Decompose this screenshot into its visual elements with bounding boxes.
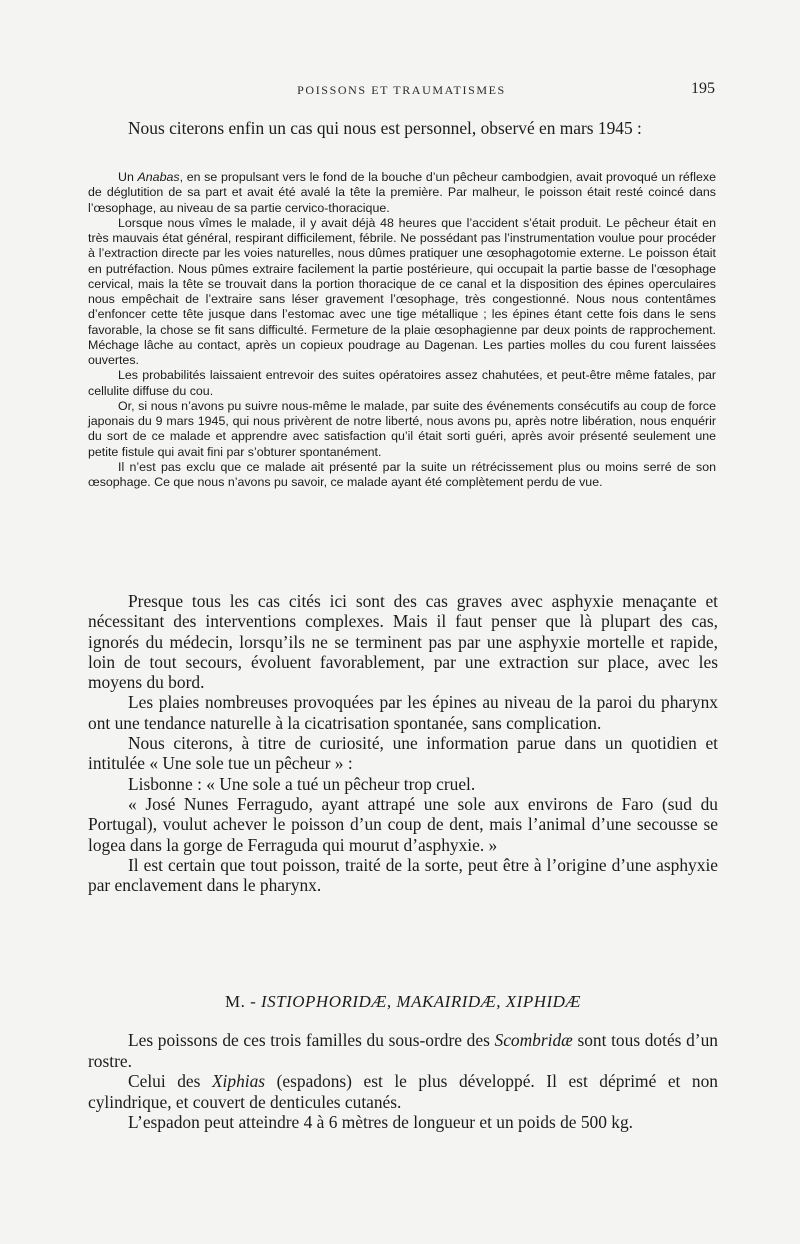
body-paragraph-6: Il est certain que tout poisson, traité de la sorte, peut être à l’origine d’une asphyxie par enclavement dans le pharynx. xyxy=(88,854,718,896)
body-paragraph-5: « José Nunes Ferragudo, ayant attrapé une sole aux environs de Faro (sud du Portugal), voulut achever le poisson d’un coup de dent, mais l’animal d’une secousse se logea dans la gorge de Ferraguda qui mourut d’asphyxie. » xyxy=(88,793,718,855)
case-paragraph-4: Or, si nous n’avons pu suivre nous-même le malade, par suite des événements consécutifs au coup de force japonais du 9 mars 1945, qui nous privèrent de notre liberté, nous avons pu, après notre libération, nous enquérir du sort de ce malade et apprendre avec satisfaction qu’il était sorti guéri, après avoir présenté seulement une petite fistule qui avait fini par s’obturer spontanément. xyxy=(88,398,716,459)
running-header xyxy=(88,80,715,100)
species-name: Anabas xyxy=(137,170,180,184)
case-paragraph-2: Lorsque nous vîmes le malade, il y avait déjà 48 heures que l’accident s’était produit. Le pêcheur était en très mauvais état général, respirant difficilement, fébrile. Ne possédant pas l’instrumentation voulue pour procéder à l’extraction directe par les voies naturelles, nous dûmes pratiquer une œsophagotomie externe. Le poisson était en putréfaction. Nous pûmes extraire facilement la partie postérieure, qui occupait la partie basse de l’œsophage cervical, mais la tête se trouvait dans la portion thoracique de ce canal et la disposition des épines operculaires nous empêchait de l’extraire sans léser gravement l’œsophage, très congestionné. Nous nous contentâmes d’enfoncer cette tête jusque dans l’estomac avec une tige métallique ; les épines étant cette fois dans le sens favorable, la chose se fit sans difficulté. Fermeture de la plaie œsophagienne par deux points de rapprochement. Méchage lâche au contact, après un copieux poudrage au Dagenan. Les parties molles du cou furent laissées ouvertes. xyxy=(88,215,716,367)
section-p1-end: sont tous dotés d’un rostre. xyxy=(88,1030,718,1071)
body-text xyxy=(88,591,718,895)
case-p1-rest: , en se propulsant vers le fond de la bouche d’un pêcheur cambodgien, avait provoqué un réflexe de déglutition de sa part et avait été avalé la tête la première. Par malheur, le poisson était resté coincé dans l’œsophage, au niveau de sa partie cervico-thoracique. xyxy=(88,170,716,215)
case-p1-prefix: Un xyxy=(118,170,138,184)
case-paragraph-1 xyxy=(88,170,716,216)
section-p2-text: Celui des xyxy=(128,1071,212,1091)
section-paragraph-2 xyxy=(88,1071,718,1112)
case-paragraph-3: Les probabilités laissaient entrevoir des suites opératoires assez chahutées, et peut-être même fatales, par cellulite diffuse du cou. xyxy=(88,368,716,398)
body-paragraph-1: Presque tous les cas cités ici sont des cas graves avec asphyxie menaçante et nécessitant des interventions complexes. Mais il faut penser que là plupart des cas, ignorés du médecin, lorsqu’ils ne se terminent pas par une asphyxie mortelle et rapide, loin de tout secours, évoluent favorablement, par une extraction sur place, avec les moyens du bord. xyxy=(88,591,718,693)
body-paragraph-2: Les plaies nombreuses provoquées par les épines au niveau de la paroi du pharynx ont une tendance naturelle à la cicatrisation spontanée, sans complication. xyxy=(88,692,718,733)
genus-name: Xiphias xyxy=(211,1071,266,1091)
body-paragraph-3: Nous citerons, à titre de curiosité, une information parue dans un quotidien et intitulée « Une sole tue un pêcheur » : xyxy=(88,733,718,774)
section-heading xyxy=(88,992,718,1012)
section-title: ISTIOPHORIDÆ, MAKAIRIDÆ, XIPHIDÆ xyxy=(260,992,582,1011)
intro-paragraph: Nous citerons enfin un cas qui nous est personnel, observé en mars 1945 : xyxy=(128,118,642,138)
running-title: POISSONS ET TRAUMATISMES xyxy=(297,83,506,97)
section-body xyxy=(88,1030,718,1133)
page-number: 195 xyxy=(691,80,715,97)
section-p1-text: Les poissons de ces trois familles du sous-ordre des xyxy=(128,1030,495,1050)
case-paragraph-5: Il n’est pas exclu que ce malade ait présenté par la suite un rétrécissement plus ou moins serré de son œsophage. Ce que nous n’avons pu savoir, ce malade ayant été complètement perdu de vue. xyxy=(88,459,716,489)
case-report xyxy=(88,170,716,490)
section-p2-end: (espadons) est le plus développé. Il est déprimé et non cylindrique, et couvert de denticules cutanés. xyxy=(88,1071,718,1112)
body-paragraph-4: Lisbonne : « Une sole a tué un pêcheur trop cruel. xyxy=(128,773,476,794)
section-paragraph-1 xyxy=(88,1030,718,1071)
section-paragraph-3: L’espadon peut atteindre 4 à 6 mètres de longueur et un poids de 500 kg. xyxy=(128,1112,634,1132)
taxon-name: Scombridæ xyxy=(494,1030,573,1050)
section-letter: M. - xyxy=(224,992,261,1011)
